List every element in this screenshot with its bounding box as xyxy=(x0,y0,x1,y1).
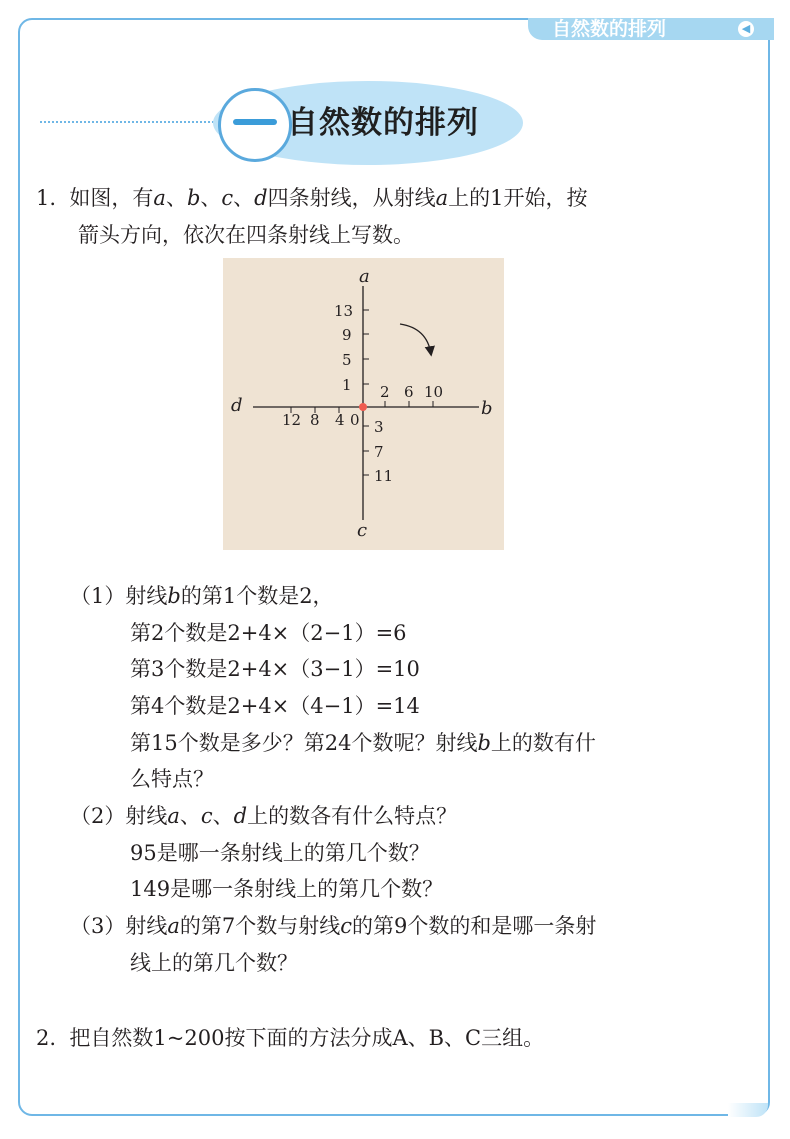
origin-dot xyxy=(359,403,367,411)
sub-1-line-3: 第3个数是2+4×（3−1）=10 xyxy=(130,657,420,681)
play-icon: ◀ xyxy=(738,21,754,37)
sub-1-line-5: 第15个数是多少？第24个数呢？射线b上的数有什 xyxy=(130,731,596,755)
sub-1-line-6: 么特点？ xyxy=(130,767,214,791)
ray-b-number: 10 xyxy=(424,383,444,401)
origin-label: 0 xyxy=(350,411,360,429)
rays-diagram xyxy=(223,258,504,550)
ray-c-label: c xyxy=(357,520,368,541)
problem-1-line-2: 箭头方向，依次在四条射线上写数。 xyxy=(78,223,414,247)
ray-b-label: b xyxy=(481,398,493,419)
sub-1-line-2: 第2个数是2+4×（2−1）=6 xyxy=(130,621,407,645)
page-corner-decoration xyxy=(728,1103,768,1117)
ray-c-number: 7 xyxy=(374,443,384,461)
ray-d-number: 12 xyxy=(282,411,302,429)
section-number-badge xyxy=(218,88,292,162)
ray-a-number: 5 xyxy=(342,351,352,369)
ray-a-label: a xyxy=(359,266,370,287)
section-title: 自然数的排列 xyxy=(287,105,479,141)
ray-b-number: 2 xyxy=(380,383,390,401)
section-number xyxy=(233,119,277,125)
problem-1-line-1: 1. 如图，有a、b、c、d四条射线，从射线a上的1开始，按 xyxy=(36,186,588,210)
sub-1-line-1: （1）射线b的第1个数是2， xyxy=(70,584,334,608)
title-divider xyxy=(40,121,230,123)
sub-3-line-2: 线上的第几个数？ xyxy=(130,951,298,975)
ray-b-number: 6 xyxy=(404,383,414,401)
problem-2: 2. 把自然数1~200按下面的方法分成A、B、C三组。 xyxy=(36,1026,545,1050)
sub-2-line-2: 95是哪一条射线上的第几个数？ xyxy=(130,841,430,865)
ray-d-number: 8 xyxy=(310,411,320,429)
sub-1-line-4: 第4个数是2+4×（4−1）=14 xyxy=(130,694,420,718)
ray-c-number: 3 xyxy=(374,418,384,436)
rays-svg xyxy=(223,258,504,550)
ray-a-number: 13 xyxy=(334,302,354,320)
chapter-tab-title: 自然数的排列 xyxy=(552,18,667,40)
ray-d-label: d xyxy=(231,395,243,416)
direction-arrow-icon xyxy=(400,324,431,354)
ray-c-number: 11 xyxy=(374,467,394,485)
ray-d-number: 4 xyxy=(335,411,345,429)
chapter-tab xyxy=(528,18,774,40)
sub-2-line-3: 149是哪一条射线上的第几个数？ xyxy=(130,877,444,901)
sub-3-line-1: （3）射线a的第7个数与射线c的第9个数的和是哪一条射 xyxy=(70,914,597,938)
sub-2-line-1: （2）射线a、c、d上的数各有什么特点？ xyxy=(70,804,458,828)
ray-a-number: 9 xyxy=(342,326,352,344)
ray-a-number: 1 xyxy=(342,376,352,394)
